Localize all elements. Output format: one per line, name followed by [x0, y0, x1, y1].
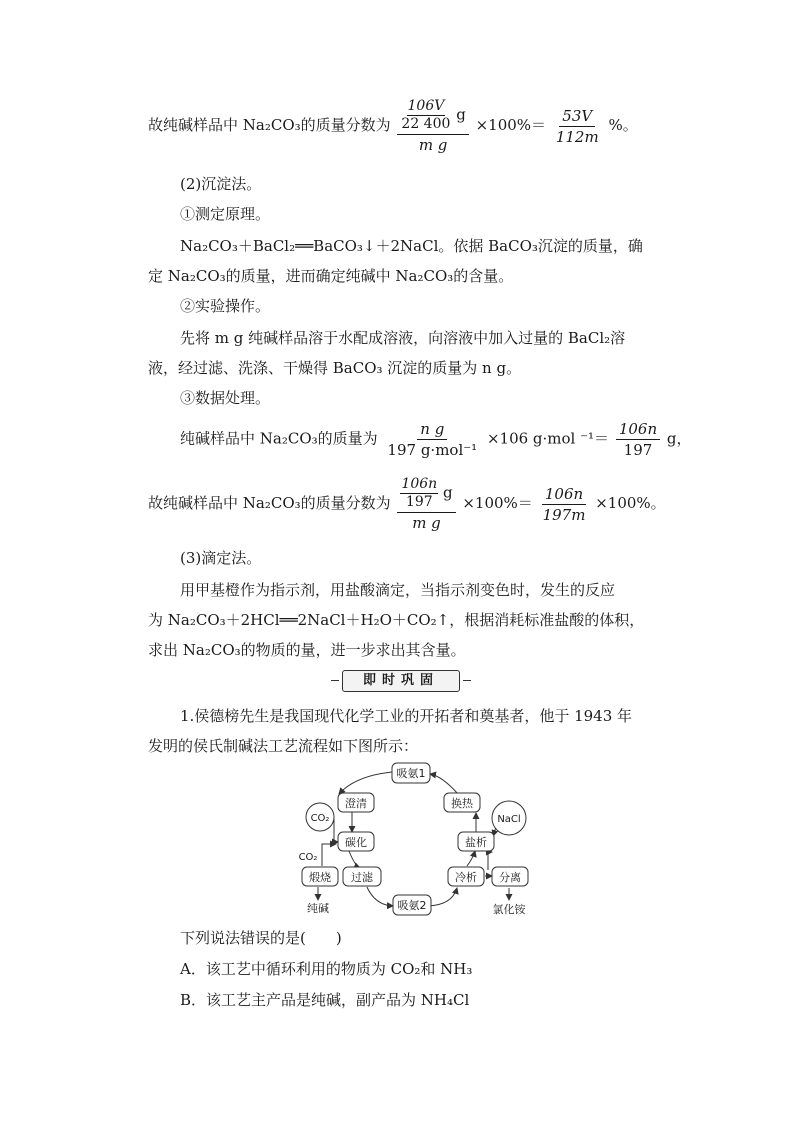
formula3-unit: g [442, 483, 453, 502]
label-absorb2: 吸氨2 [397, 899, 427, 912]
formula1-inner-den: 22 400 [401, 116, 451, 132]
formula1-inner-num: 106V [407, 98, 445, 114]
label-co2-circle: CO₂ [310, 813, 330, 824]
formula3-prefix: 故纯碱样品中 Na₂CO₃的质量分数为 [148, 494, 391, 512]
formula1-tail: %。 [608, 116, 638, 134]
label-filter: 过滤 [351, 871, 373, 884]
option-b[interactable]: B．该工艺主产品是纯碱，副产品为 NH₄Cl [180, 991, 470, 1009]
step-2-heading: ②实验操作。 [180, 297, 271, 315]
question-1-line-2: 发明的侯氏制碱法工艺流程如下图所示： [148, 737, 419, 755]
question-stem: 下列说法错误的是( ) [180, 929, 342, 947]
arc-carbon-filter [349, 851, 360, 868]
arc-filter-absorb2 [367, 887, 393, 906]
formula2-tail: g， [666, 429, 692, 448]
label-nacl: NaCl [497, 814, 521, 825]
formula3-times: ×100%＝ [462, 494, 533, 512]
step-1-heading: ①测定原理。 [180, 205, 271, 223]
arc-absorb1-clarify [339, 772, 392, 794]
label-co2-side: CO₂ [298, 852, 318, 863]
operation-line-1: 先将 m g 纯碱样品溶于水配成溶液，向溶液中加入过量的 BaCl₂溶 [180, 329, 626, 347]
arrow-co2-carbon [334, 819, 338, 842]
label-clarify: 澄清 [345, 797, 367, 810]
formula2-mid: ×106 g·mol ⁻¹＝ [486, 429, 610, 448]
formula2-den: 197 g·mol⁻¹ [387, 441, 478, 459]
arrow-separate-salt [488, 852, 492, 870]
titration-line-3: 求出 Na₂CO₃的物质的量，进一步求出其含量。 [148, 641, 466, 659]
formula3-inner-num: 106n [401, 476, 438, 492]
titration-line-2: 为 Na₂CO₃＋2HCl══2NaCl＋H₂O＋CO₂↑，根据消耗标准盐酸的体积， [148, 611, 645, 629]
option-a[interactable]: A．该工艺中循环利用的物质为 CO₂和 NH₃ [180, 960, 473, 978]
arc-heat-absorb1 [430, 774, 458, 794]
formula2-res-num: 106n [618, 420, 658, 438]
principle-line-1: Na₂CO₃＋BaCl₂══BaCO₃↓＋2NaCl。依据 BaCO₃沉淀的质量，确 [180, 237, 643, 255]
formula1-times: ×100%＝ [475, 116, 547, 134]
formula2-num: n g [420, 420, 445, 438]
formula1-res-den: 112m [555, 127, 599, 146]
arc-cool-salt [467, 851, 475, 866]
principle-line-2: 定 Na₂CO₃的质量，进而确定纯碱中 Na₂CO₃的含量。 [148, 267, 514, 285]
formula3-res-den: 197m [542, 505, 586, 524]
label-separate: 分离 [499, 871, 521, 884]
question-1-line-1: 1.侯德榜先生是我国现代化学工业的开拓者和奠基者，他于 1943 年 [180, 707, 633, 725]
section-3-title: (3)滴定法。 [180, 549, 262, 567]
label-nh4cl: 氯化铵 [492, 903, 526, 916]
titration-line-1: 用甲基橙作为指示剂，用盐酸滴定，当指示剂变色时，发生的反应 [180, 581, 616, 599]
formula1-outer-den: m g [418, 136, 448, 154]
formula1-res-num: 53V [562, 106, 593, 125]
formula3-outer-den: m g [412, 514, 441, 532]
label-heat-exchange: 换热 [451, 797, 473, 810]
step-3-heading: ③数据处理。 [180, 389, 271, 407]
formula1-prefix: 故纯碱样品中 Na₂CO₃的质量分数为 [148, 116, 391, 134]
section-2-title: (2)沉淀法。 [180, 175, 262, 193]
label-carbonize: 碳化 [345, 836, 367, 849]
label-salt-out: 盐析 [465, 836, 487, 849]
formula3-inner-den: 197 [405, 494, 433, 510]
formula2-prefix: 纯碱样品中 Na₂CO₃的质量为 [180, 429, 378, 448]
label-soda: 纯碱 [307, 902, 329, 915]
formula3-res-num: 106n [544, 484, 584, 503]
label-absorb1: 吸氨1 [396, 767, 426, 780]
arc-absorb2-cool [428, 888, 457, 906]
arrow-calcine-co2 [322, 844, 336, 866]
practice-banner: 即时巩固 [342, 670, 460, 692]
formula3-tail: ×100%。 [595, 494, 666, 512]
operation-line-2: 液，经过滤、洗涤、干燥得 BaCO₃ 沉淀的质量为 n g。 [148, 359, 522, 377]
label-calcine: 煅烧 [309, 871, 331, 884]
label-cool-separate: 冷析 [455, 871, 477, 884]
formula1-unit: g [456, 105, 466, 124]
formula2-res-den: 197 [623, 441, 653, 459]
